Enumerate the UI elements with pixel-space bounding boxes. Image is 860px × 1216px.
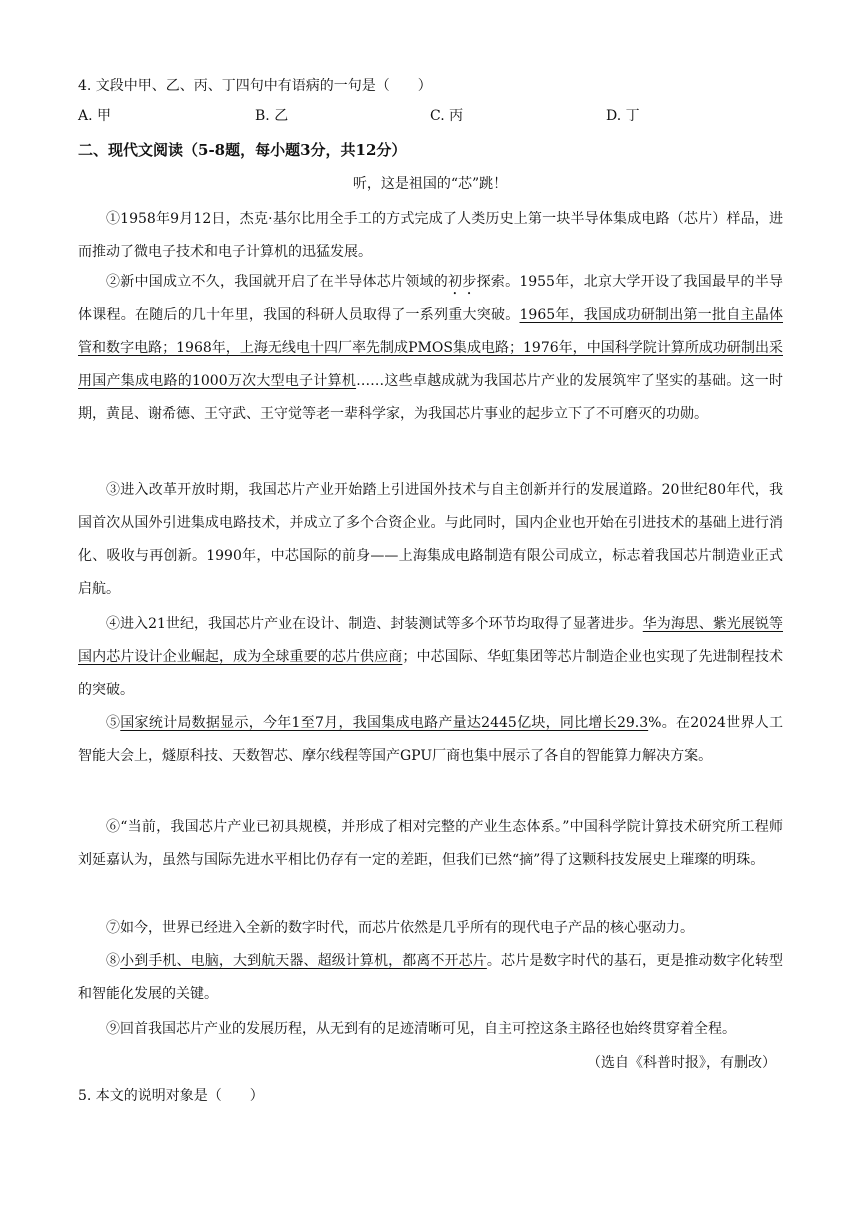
question-5-stem: 5. 本文的说明对象是（ ） bbox=[78, 1088, 264, 1104]
article-source: （选自《科普时报》，有删改） bbox=[587, 1055, 776, 1071]
paragraph-8-text-a: ⑧ bbox=[106, 953, 121, 969]
section-2-heading: 二、现代文阅读（5-8题，每小题3分，共12分） bbox=[78, 141, 407, 159]
paragraph-2-underlined: 1965年，我国成功研制出第一批自主晶体管和数字电路；1968年，上海无线电十四厂率先制成PMOS集成电路；1976年，中国科学院计算所成功研制出采用国产集成电路的1000万次大型电子计算机 bbox=[78, 307, 783, 389]
paragraph-3: ③进入改革开放时期，我国芯片产业开始踏上引进国外技术与自主创新并行的发展道路。20世纪80年代，我国首次从国外引进集成电路技术，并成立了多个合资企业。与此同时，国内企业也开始在引进技术的基础上进行消化、吸收与再创新。1990年，中芯国际的前身——上海集成电路制造有限公司成立，标志着我国芯片制造业正式启航。 bbox=[78, 482, 783, 597]
paragraph-2 bbox=[78, 266, 783, 431]
paragraph-4-text-a: ④进入21世纪，我国芯片产业在设计、制造、封装测试等多个环节均取得了显著进步。 bbox=[106, 616, 643, 632]
paragraph-4 bbox=[78, 608, 783, 707]
paragraph-5 bbox=[78, 707, 783, 773]
question-4-option-d: D. 丁 bbox=[606, 108, 640, 124]
paragraph-4-underlined: 华为海思、紫光展锐等国内芯片设计企业崛起，成为全球重要的芯片供应商 bbox=[78, 616, 784, 665]
question-4-option-a: A. 甲 bbox=[78, 108, 112, 124]
question-4-option-c: C. 丙 bbox=[430, 108, 464, 124]
article-title: 听，这是祖国的“芯”跳！ bbox=[352, 176, 508, 192]
paragraph-4-text-b: ；中芯国际、华虹集团等芯片制造企业也实现了先进制程技术的突破。 bbox=[78, 649, 784, 698]
paragraph-6: ⑥“当前，我国芯片产业已初具规模，并形成了相对完整的产业生态体系。”中国科学院计算技术研究所工程师刘延嘉认为，虽然与国际先进水平相比仍存有一定的差距，但我们已然“摘”得了这颗科技发展史上璀璨的明珠。 bbox=[78, 819, 783, 868]
paragraph-2-text-c: ……这些卓越成就为我国芯片产业的发展筑牢了坚实的基础。这一时期，黄昆、谢希德、王守武、王守觉等老一辈科学家，为我国芯片事业的起步立下了不可磨灭的功勋。 bbox=[78, 373, 783, 422]
paragraph-2-text-b: 探索。1955年，北京大学开设了我国最早的半导体课程。在随后的几十年里，我国的科研人员取得了一系列重大突破。 bbox=[78, 274, 784, 323]
paragraph-9: ⑨回首我国芯片产业的发展历程，从无到有的足迹清晰可见，自主可控这条主路径也始终贯穿着全程。 bbox=[106, 1021, 736, 1037]
paragraph-2-dotted-word: 初步 bbox=[448, 274, 477, 290]
question-4-stem: 4. 文段中甲、乙、丙、丁四句中有语病的一句是（ ） bbox=[78, 78, 432, 94]
paragraph-5-underlined: 国家统计局数据显示，今年1至7月，我国集成电路产量达2445亿块，同比增长29.3 bbox=[120, 715, 649, 731]
paragraph-1: ①1958年9月12日，杰克·基尔比用全手工的方式完成了人类历史上第一块半导体集成电路（芯片）样品，进而推动了微电子技术和电子计算机的迅猛发展。 bbox=[78, 211, 783, 260]
paragraph-8-text-b: 。芯片是数字时代的基石，更是推动数字化转型和智能化发展的关键。 bbox=[78, 953, 784, 1002]
paragraph-5-text-b: %。在2024世界人工智能大会上，燧原科技、天数智芯、摩尔线程等国产GPU厂商也集中展示了各自的智能算力解决方案。 bbox=[78, 715, 783, 764]
paragraph-5-text-a: ⑤ bbox=[106, 715, 121, 731]
paragraph-8-underlined: 小到手机、电脑，大到航天器、超级计算机，都离不开芯片 bbox=[120, 953, 487, 969]
paragraph-8 bbox=[78, 945, 783, 1011]
paragraph-7: ⑦如今，世界已经进入全新的数字时代，而芯片依然是几乎所有的现代电子产品的核心驱动力。 bbox=[106, 920, 694, 936]
question-4-option-b: B. 乙 bbox=[255, 108, 289, 124]
paragraph-2-text-a: ②新中国成立不久，我国就开启了在半导体芯片领域的 bbox=[106, 274, 449, 290]
